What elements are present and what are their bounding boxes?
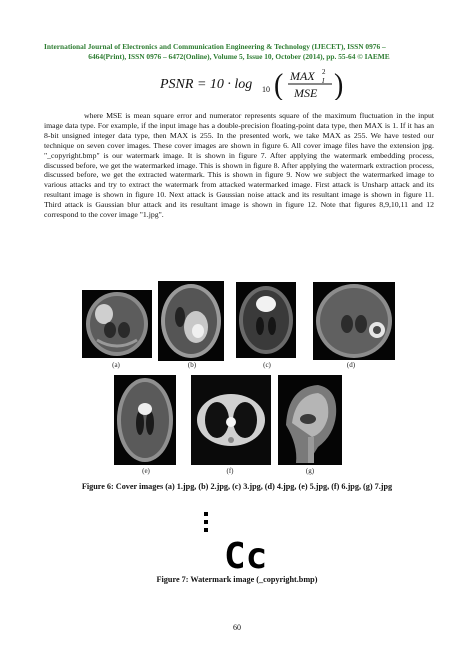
right-paren: ) xyxy=(334,68,344,100)
cover-image-e xyxy=(114,375,176,465)
header-line-1: International Journal of Electronics and Communication Engineering & Technology (IJECET), ISSN 0976 – xyxy=(44,42,386,51)
cover-image-c xyxy=(236,282,296,358)
equation-log-subscript: 10 xyxy=(262,85,270,94)
label-g: (g) xyxy=(305,467,315,475)
cover-image-b xyxy=(158,281,224,361)
watermark-text: Cc xyxy=(224,536,268,572)
cover-image-a xyxy=(82,290,152,358)
equation-numerator-sub: I xyxy=(322,77,325,85)
journal-header xyxy=(44,42,434,61)
figure-6-caption: Figure 6: Cover images (a) 1.jpg, (b) 2.jpg, (c) 3.jpg, (d) 4.jpg, (e) 5.jpg, (f) 6.jpg, (g) 7.jpg xyxy=(81,482,393,491)
label-d: (d) xyxy=(346,361,356,369)
figure-7-caption: Figure 7: Watermark image (_copyright.bmp) xyxy=(156,575,318,584)
watermark-image xyxy=(196,510,276,572)
cover-image-f xyxy=(191,375,271,465)
label-c: (c) xyxy=(263,361,271,369)
label-f: (f) xyxy=(226,467,234,475)
header-line-2: 6464(Print), ISSN 0976 – 6472(Online), Volume 5, Issue 10, October (2014), pp. 55-64 © IAEME xyxy=(88,51,390,61)
label-a: (a) xyxy=(112,361,120,369)
psnr-equation xyxy=(160,66,410,100)
label-b: (b) xyxy=(187,361,197,369)
cover-image-g xyxy=(278,375,342,465)
equation-numerator-sup: 2 xyxy=(322,68,326,76)
body-paragraph xyxy=(44,111,434,220)
equation-numerator: MAX xyxy=(290,69,315,83)
equation-denominator: MSE xyxy=(294,86,318,100)
body-text: where MSE is mean square error and numerator represents square of the maximum fluctuation in the input image data type. For example, if the input image has a double-precision floating-point data type, then MAX is 1. If it has an 8-bit unsigned integer data type, then MAX is 255. In the presented work, we take MAX as 255. We have tested our technique on seven cover images. These cover images are shown in figure 6. All cover image files have the extension jpg. "_copyright.bmp" is our watermark image. It is shown in figure 7. After applying the watermark embedding process, discussed before, we get the watermarked image. This is shown in figure 8. After applying the watermark extraction process, discussed before, we get the extracted watermark. This is shown in figure 9. Now we subject the watermarked image to various attacks and try to extract the watermark from attacked watermarked image. First attack is Unsharp attack and its resultant image is shown in figure 10. Next attack is Gaussian noise attack and its resultant image is shown in figure 11. Third attack is Gaussian blur attack and its resultant image is shown in figure 12. Note that figures 8,9,10,11 and 12 correspond to the cover image "1.jpg". xyxy=(44,111,434,220)
cover-image-d xyxy=(313,282,395,360)
page-number: 60 xyxy=(233,623,241,632)
left-paren: ( xyxy=(274,68,284,100)
equation-lhs: PSNR = 10 · log xyxy=(160,77,253,92)
label-e: (e) xyxy=(142,467,150,475)
